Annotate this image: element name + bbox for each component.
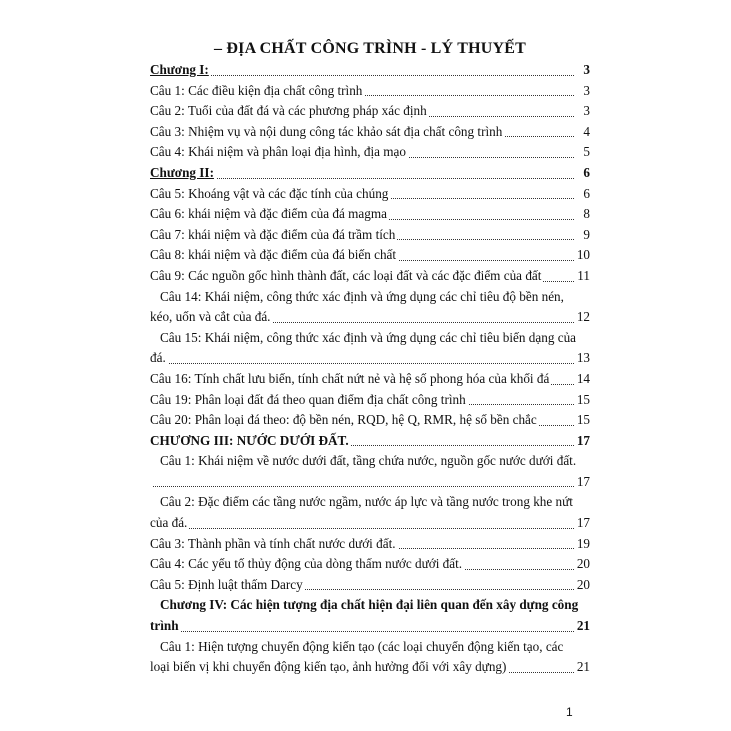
toc-entry-title [150, 474, 152, 489]
toc-entry-title: Câu 1: Các điều kiện địa chất công trình [150, 82, 363, 98]
toc-entry-page: 9 [581, 225, 590, 246]
toc-entry-title: Chương II: [150, 164, 214, 180]
toc-entry-title: của đá. [150, 515, 188, 531]
toc-entry-title: đá. [150, 350, 166, 366]
toc-entry[interactable] [150, 637, 590, 658]
toc-entry-title: CHƯƠNG III: NƯỚC DƯỚI ĐẤT. [150, 432, 349, 448]
toc-entry-page: 3 [581, 60, 590, 81]
toc-entry[interactable] [150, 657, 590, 678]
toc-entry-title: Câu 8: khái niệm và đặc điểm của đá biến chất [150, 247, 397, 263]
toc-entry[interactable] [150, 575, 590, 596]
toc-entry-page: 10 [575, 245, 590, 266]
toc-entry-page: 15 [575, 390, 590, 411]
dot-leader [150, 363, 574, 364]
toc-entry[interactable] [150, 595, 590, 616]
toc-entry[interactable] [150, 142, 590, 163]
toc-entry-title: loại biến vị khi chuyển động kiến tạo, ảnh hưởng đối với xây dựng) [150, 659, 507, 675]
toc-entry-page: 6 [581, 184, 590, 205]
toc-entry-page: 21 [575, 616, 590, 637]
toc-entry[interactable] [150, 81, 590, 102]
toc-entry[interactable] [150, 534, 590, 555]
toc-entry[interactable] [150, 410, 590, 431]
dot-leader [150, 528, 574, 529]
toc-entry[interactable] [150, 204, 590, 225]
toc-entry-page: 19 [575, 534, 590, 555]
toc-entry-title: Câu 7: khái niệm và đặc điểm của đá trầm tích [150, 226, 396, 242]
toc-entry-title: Câu 5: Khoáng vật và các đặc tính của chúng [150, 185, 389, 201]
toc-entry-page: 12 [575, 307, 590, 328]
dot-leader [150, 75, 574, 76]
table-of-contents [150, 60, 590, 678]
toc-entry-title: Câu 19: Phân loại đất đá theo quan điểm địa chất công trình [150, 391, 466, 407]
toc-entry-title: Câu 4: Các yếu tố thủy động của dòng thấm nước dưới đất. [150, 556, 463, 572]
toc-entry-page: 6 [581, 163, 590, 184]
toc-entry[interactable] [150, 101, 590, 122]
toc-entry-page: 4 [581, 122, 590, 143]
toc-entry-title: Câu 5: Định luật thấm Darcy [150, 576, 303, 592]
toc-entry-page: 3 [581, 81, 590, 102]
toc-entry-title: Câu 3: Nhiệm vụ và nội dung công tác khảo sát địa chất công trình [150, 123, 503, 139]
toc-entry[interactable] [150, 163, 590, 184]
toc-entry[interactable] [150, 122, 590, 143]
toc-entry-title: Câu 6: khái niệm và đặc điểm của đá magma [150, 206, 387, 222]
toc-entry-page: 17 [575, 431, 590, 452]
toc-entry-title: Chương IV: Các hiện tượng địa chất hiện đại liên quan đến xây dựng công [150, 597, 580, 612]
toc-entry[interactable] [150, 266, 590, 287]
toc-entry[interactable] [150, 245, 590, 266]
toc-entry-title: kéo, uốn và cắt của đá. [150, 309, 271, 325]
toc-entry-page: 21 [575, 657, 590, 678]
toc-entry-title: Câu 14: Khái niệm, công thức xác định và ứng dụng các chỉ tiêu độ bền nén, [150, 289, 566, 304]
toc-entry[interactable] [150, 184, 590, 205]
toc-entry[interactable] [150, 348, 590, 369]
toc-entry-page: 20 [575, 554, 590, 575]
toc-entry-page: 17 [575, 472, 590, 493]
toc-entry[interactable] [150, 431, 590, 452]
toc-entry[interactable] [150, 390, 590, 411]
page-title: – ĐỊA CHẤT CÔNG TRÌNH - LÝ THUYẾT [214, 40, 526, 57]
toc-entry-page: 17 [575, 513, 590, 534]
toc-entry[interactable] [150, 513, 590, 534]
toc-entry-page: 20 [575, 575, 590, 596]
toc-entry-title: Câu 20: Phân loại đá theo: độ bền nén, RQD, hệ Q, RMR, hệ số bền chắc [150, 412, 537, 428]
toc-entry[interactable] [150, 451, 590, 472]
toc-entry-page: 14 [575, 369, 590, 390]
toc-entry-title: Câu 2: Đặc điểm các tầng nước ngầm, nước áp lực và tầng nước trong khe nứt [150, 494, 575, 509]
toc-entry-title: Câu 15: Khái niệm, công thức xác định và ứng dụng các chỉ tiêu biến dạng của [150, 330, 578, 345]
toc-entry[interactable] [150, 225, 590, 246]
dot-leader [150, 486, 574, 487]
toc-entry[interactable] [150, 328, 590, 349]
toc-entry[interactable] [150, 492, 590, 513]
toc-entry-title: Câu 1: Khái niệm về nước dưới đất, tầng chứa nước, nguồn gốc nước dưới đất. [150, 453, 578, 468]
toc-entry[interactable] [150, 60, 590, 81]
toc-entry-page: 8 [581, 204, 590, 225]
toc-entry[interactable] [150, 307, 590, 328]
toc-entry-title: Câu 3: Thành phần và tính chất nước dưới đất. [150, 535, 396, 551]
toc-entry-title: Câu 1: Hiện tượng chuyển động kiến tạo (các loại chuyển động kiến tạo, các [150, 639, 565, 654]
toc-entry-page: 11 [575, 266, 590, 287]
dot-leader [150, 631, 574, 632]
toc-entry-title: Câu 16: Tính chất lưu biến, tính chất nứt nẻ và hệ số phong hóa của khối đá [150, 370, 550, 386]
toc-entry[interactable] [150, 472, 590, 493]
toc-entry[interactable] [150, 369, 590, 390]
toc-entry-page: 15 [575, 410, 590, 431]
toc-entry[interactable] [150, 287, 590, 308]
toc-entry-page: 13 [575, 348, 590, 369]
toc-entry[interactable] [150, 554, 590, 575]
toc-entry[interactable] [150, 616, 590, 637]
toc-entry-page: 5 [581, 142, 590, 163]
toc-entry-title: Câu 4: Khái niệm và phân loại địa hình, địa mạo [150, 144, 406, 160]
toc-entry-page: 3 [581, 101, 590, 122]
toc-entry-title: trình [150, 618, 179, 634]
toc-entry-title: Chương I: [150, 62, 209, 77]
toc-entry-title: Câu 2: Tuổi của đất đá và các phương pháp xác định [150, 103, 427, 119]
toc-entry-title: Câu 9: Các nguồn gốc hình thành đất, các loại đất và các đặc điểm của đất [150, 267, 542, 283]
page-number: 1 [566, 705, 573, 719]
